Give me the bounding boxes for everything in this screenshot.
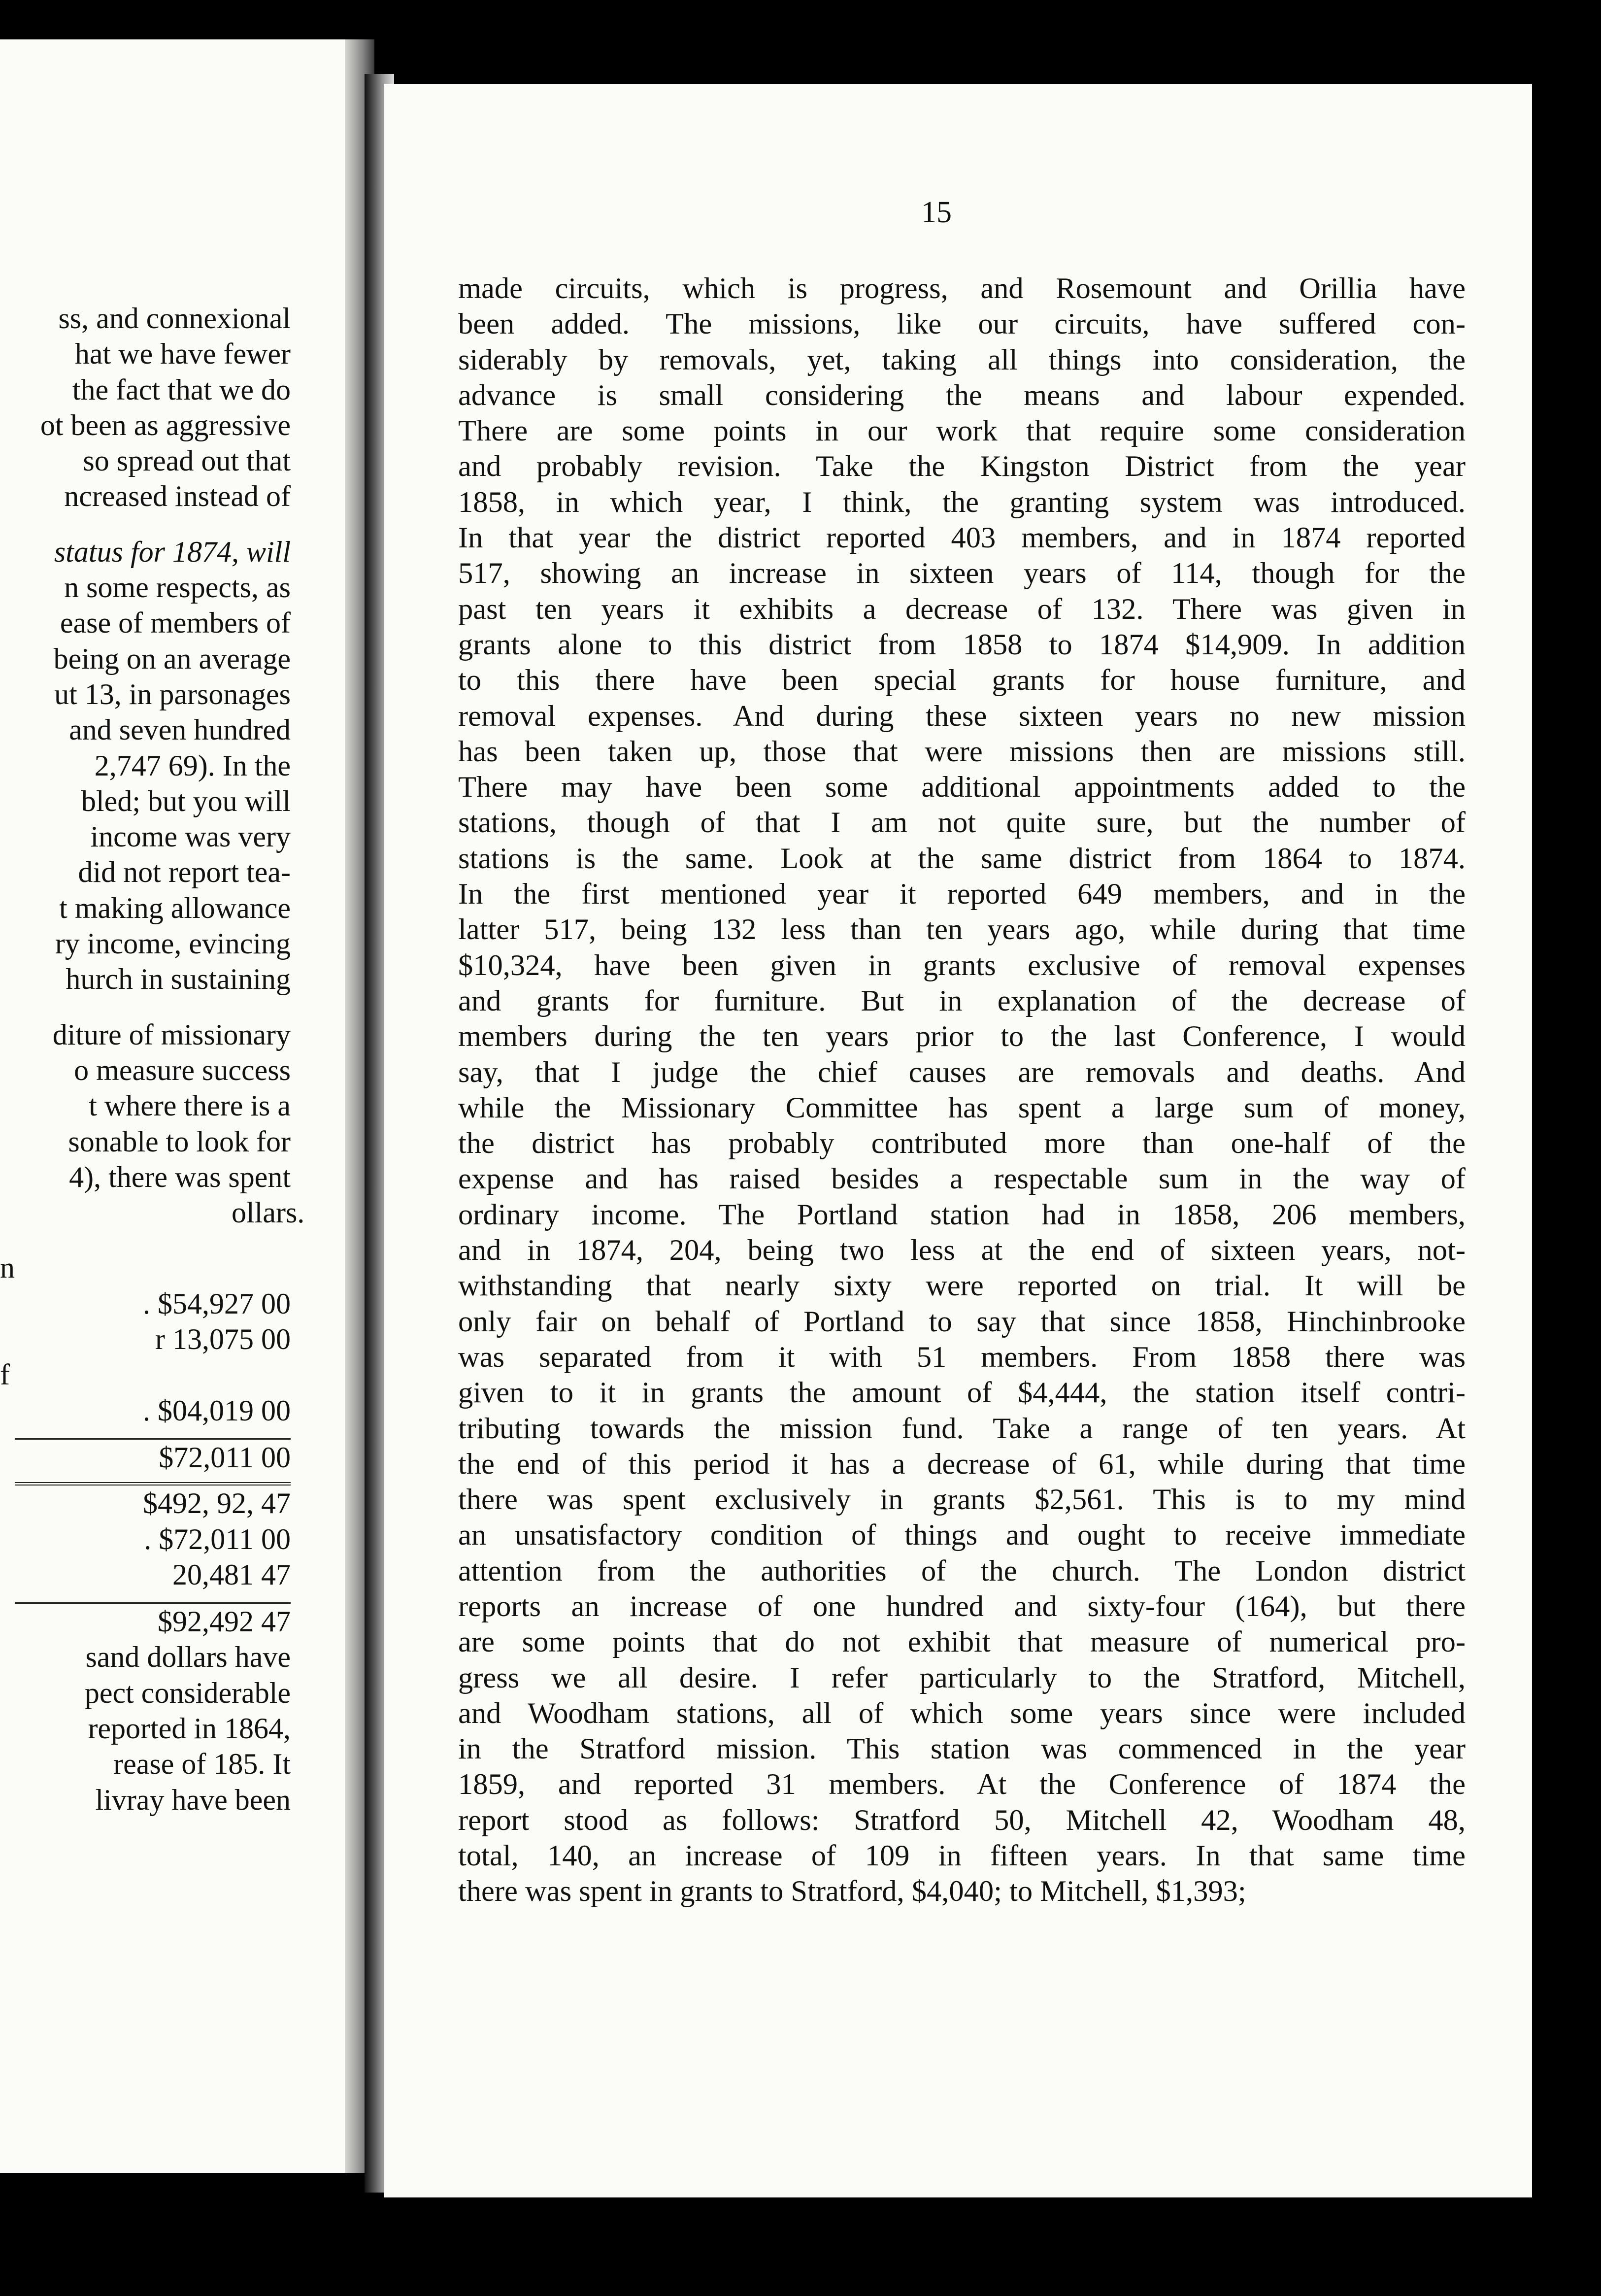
text-line: did not report tea- <box>78 856 291 889</box>
text-line: removal expenses. And during these sixteen years no new mission <box>458 699 1466 733</box>
text-line: n some respects, as <box>64 571 291 604</box>
text-line: so spread out that <box>83 444 291 477</box>
text-line: latter 517, being 132 less than ten years ago, while during that time <box>458 913 1466 946</box>
table-row: $492, 92, 47 <box>143 1487 291 1520</box>
text-line: past ten years it exhibits a decrease of 132. There was given in <box>458 592 1466 626</box>
text-line: diture of missionary <box>52 1018 291 1051</box>
text-line: ot been as aggressive <box>40 408 291 441</box>
table-row: 20,481 47 <box>172 1558 291 1591</box>
text-line: and in 1874, 204, being two less at the end of sixteen years, not- <box>458 1234 1466 1267</box>
text-line: pect considerable <box>84 1676 291 1709</box>
text-line: rease of 185. It <box>113 1748 291 1781</box>
text-line: ease of members of <box>60 607 291 640</box>
text-line: given to it in grants the amount of $4,444, the station itself contri- <box>458 1376 1466 1410</box>
text-line: total, 140, an increase of 109 in fifteen years. In that same time <box>458 1839 1466 1873</box>
text-line: being on an average <box>53 642 291 675</box>
text-line: in the Stratford mission. This station was commenced in the year <box>458 1732 1466 1766</box>
text-line: status for 1874, will <box>54 535 291 568</box>
text-line: attention from the authorities of the church. The London district <box>458 1554 1466 1587</box>
text-line: t making allowance <box>59 891 291 924</box>
text-line: grants alone to this district from 1858 to 1874 $14,909. In addition <box>458 628 1466 661</box>
text-line: income was very <box>90 820 291 853</box>
text-line: while the Missionary Committee has spent a large sum of money, <box>458 1091 1466 1124</box>
text-line: gress we all desire. I refer particularly to the Stratford, Mitchell, <box>458 1661 1466 1694</box>
text-line: been added. The missions, like our circuits, have suffered con- <box>458 307 1466 341</box>
text-line: 1859, and reported 31 members. At the Conference of 1874 the <box>458 1768 1466 1801</box>
text-line: ry income, evincing <box>55 927 291 960</box>
sum-rule <box>15 1428 291 1440</box>
text-line: ncreased instead of <box>64 480 291 513</box>
text-line: only fair on behalf of Portland to say that since 1858, Hinchinbrooke <box>458 1305 1466 1338</box>
text-line: 2,747 69). In the <box>94 749 291 782</box>
text-line: ollars. <box>232 1196 305 1229</box>
text-line: In the first mentioned year it reported 649 members, and in the <box>458 878 1466 911</box>
left-page <box>0 39 365 2173</box>
text-line: o measure success <box>74 1053 291 1086</box>
table-row: . $04,019 00 <box>143 1394 291 1427</box>
text-line: and grants for furniture. But in explanation of the decrease of <box>458 984 1466 1017</box>
paragraph-gap <box>0 1230 291 1250</box>
text-line: members during the ten years prior to the last Conference, I would <box>458 1020 1466 1053</box>
text-line: t where there is a <box>89 1089 291 1122</box>
paragraph-gap <box>0 997 291 1017</box>
text-line: are some points that do not exhibit that measure of numerical pro- <box>458 1625 1466 1659</box>
text-line: and Woodham stations, all of which some years since were included <box>458 1696 1466 1730</box>
text-line: bled; but you will <box>81 784 291 817</box>
text-line: livray have been <box>95 1783 291 1816</box>
text-line: ss, and connexional <box>58 302 291 335</box>
right-page <box>384 84 1532 2197</box>
text-line: made circuits, which is progress, and Rosemount and Orillia have <box>458 272 1466 305</box>
text-line: and probably revision. Take the Kingston District from the year <box>458 450 1466 483</box>
double-rule <box>15 1475 291 1486</box>
text-line: sonable to look for <box>68 1125 291 1158</box>
text-line: siderably by removals, yet, taking all things into consideration, the <box>458 343 1466 376</box>
text-line: there was spent exclusively in grants $2,561. This is to my mind <box>458 1483 1466 1517</box>
text-line: to this there have been special grants for house furniture, and <box>458 664 1466 697</box>
text-line: tributing towards the mission fund. Take a range of ten years. At <box>458 1412 1466 1445</box>
sum-rule <box>15 1592 291 1604</box>
body-text <box>458 271 1466 1910</box>
text-line: expense and has raised besides a respectable sum in the way of <box>458 1162 1466 1196</box>
text-line: withstanding that nearly sixty were reported on trial. It will be <box>458 1269 1466 1303</box>
text-line: the fact that we do <box>72 373 291 406</box>
text-line: 517, showing an increase in sixteen years of 114, though for the <box>458 557 1466 590</box>
table-total: $92,492 47 <box>158 1605 291 1638</box>
text-line: advance is small considering the means and labour expended. <box>458 378 1466 412</box>
text-line: was separated from it with 51 members. From 1858 there was <box>458 1340 1466 1374</box>
table-row: . $54,927 00 <box>143 1287 291 1320</box>
text-line: n <box>0 1251 15 1284</box>
text-line: reports an increase of one hundred and sixty-four (164), but there <box>458 1589 1466 1623</box>
text-line: and seven hundred <box>69 713 291 746</box>
page-number: 15 <box>921 196 952 229</box>
left-page-text <box>0 301 305 1818</box>
paragraph-gap <box>0 514 291 534</box>
text-line: ut 13, in parsonages <box>54 677 291 710</box>
text-line: stations is the same. Look at the same district from 1864 to 1874. <box>458 842 1466 875</box>
table-row: r 13,075 00 <box>155 1323 291 1356</box>
text-line: say, that I judge the chief causes are removals and deaths. And <box>458 1055 1466 1089</box>
text-line: hat we have fewer <box>74 338 291 371</box>
text-line: f <box>0 1358 10 1391</box>
text-line: report stood as follows: Stratford 50, Mitchell 42, Woodham 48, <box>458 1803 1466 1837</box>
text-line: the end of this period it has a decrease of 61, while during that time <box>458 1447 1466 1481</box>
text-line: there was spent in grants to Stratford, $4,040; to Mitchell, $1,393; <box>458 1875 1246 1908</box>
table-row: . $72,011 00 <box>144 1522 291 1555</box>
text-line: 4), there was spent <box>69 1160 291 1193</box>
text-line: an unsatisfactory condition of things and ought to receive immediate <box>458 1519 1466 1552</box>
text-line: sand dollars have <box>85 1641 291 1674</box>
text-line: reported in 1864, <box>88 1712 291 1745</box>
text-line: ordinary income. The Portland station had in 1858, 206 members, <box>458 1198 1466 1231</box>
text-line: 1858, in which year, I think, the granting system was introduced. <box>458 485 1466 519</box>
text-line: has been taken up, those that were missions then are missions still. <box>458 735 1466 768</box>
text-line: In that year the district reported 403 members, and in 1874 reported <box>458 521 1466 555</box>
text-line: There are some points in our work that require some consideration <box>458 414 1466 448</box>
table-total: $72,011 00 <box>159 1441 291 1474</box>
text-line: the district has probably contributed more than one-half of the <box>458 1127 1466 1160</box>
text-line: $10,324, have been given in grants exclusive of removal expenses <box>458 948 1466 982</box>
text-line: stations, though of that I am not quite sure, but the number of <box>458 806 1466 840</box>
text-line: hurch in sustaining <box>66 963 291 996</box>
text-line: There may have been some additional appointments added to the <box>458 771 1466 804</box>
